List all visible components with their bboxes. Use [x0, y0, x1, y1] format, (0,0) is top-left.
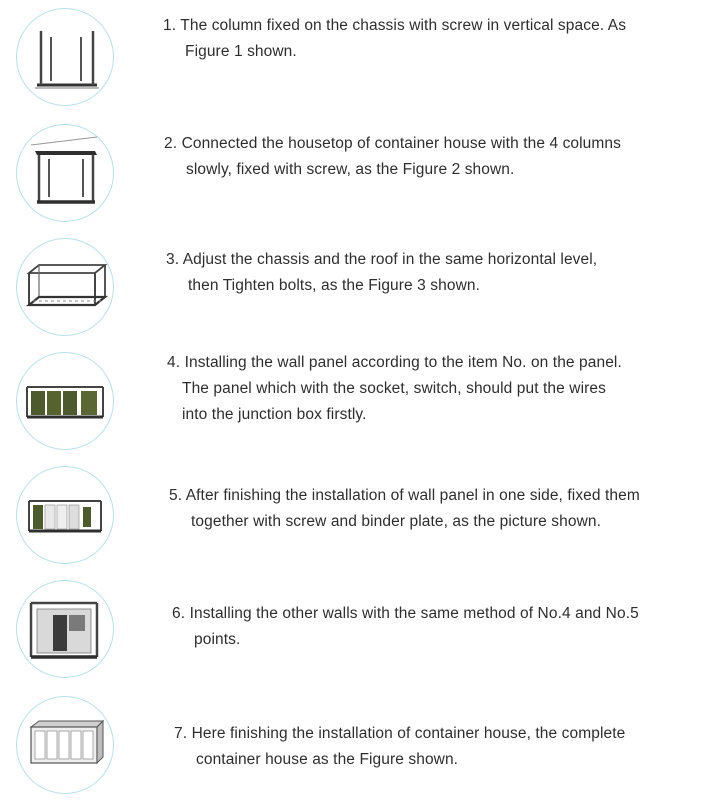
- column-frame-icon: [17, 9, 112, 104]
- step-5-figure: [16, 466, 114, 564]
- step-4-figure: [16, 352, 114, 450]
- step-4-text: 4. Installing the wall panel according to the item No. on the panel. The panel which with the socket, switch, should put the wires into the junction box firstly.: [167, 354, 622, 423]
- complete-house-icon: [17, 697, 112, 792]
- step-3-figure: [16, 238, 114, 336]
- other-walls-icon: [17, 581, 112, 676]
- step-2-text: 2. Connected the housetop of container house with the 4 columns slowly, fixed with screw, as the Figure 2 shown.: [164, 135, 621, 178]
- step-2-figure: [16, 124, 114, 222]
- wall-panel-icon: [17, 353, 112, 448]
- side-wall-icon: [17, 467, 112, 562]
- step-3-text: 3. Adjust the chassis and the roof in the same horizontal level, then Tighten bolts, as the Figure 3 shown.: [166, 251, 598, 294]
- step-6-text: 6. Installing the other walls with the same method of No.4 and No.5 points.: [172, 605, 639, 648]
- step-6-figure: [16, 580, 114, 678]
- level-frame-icon: [17, 239, 112, 334]
- step-5-text: 5. After finishing the installation of wall panel in one side, fixed them together with screw and binder plate, as the picture shown.: [169, 487, 640, 530]
- step-1-text: 1. The column fixed on the chassis with screw in vertical space. As Figure 1 shown.: [163, 17, 627, 60]
- roof-frame-icon: [17, 125, 112, 220]
- step-7-text: 7. Here finishing the installation of container house, the complete container house as the Figure shown.: [174, 725, 626, 768]
- step-7-figure: [16, 696, 114, 794]
- step-1-figure: [16, 8, 114, 106]
